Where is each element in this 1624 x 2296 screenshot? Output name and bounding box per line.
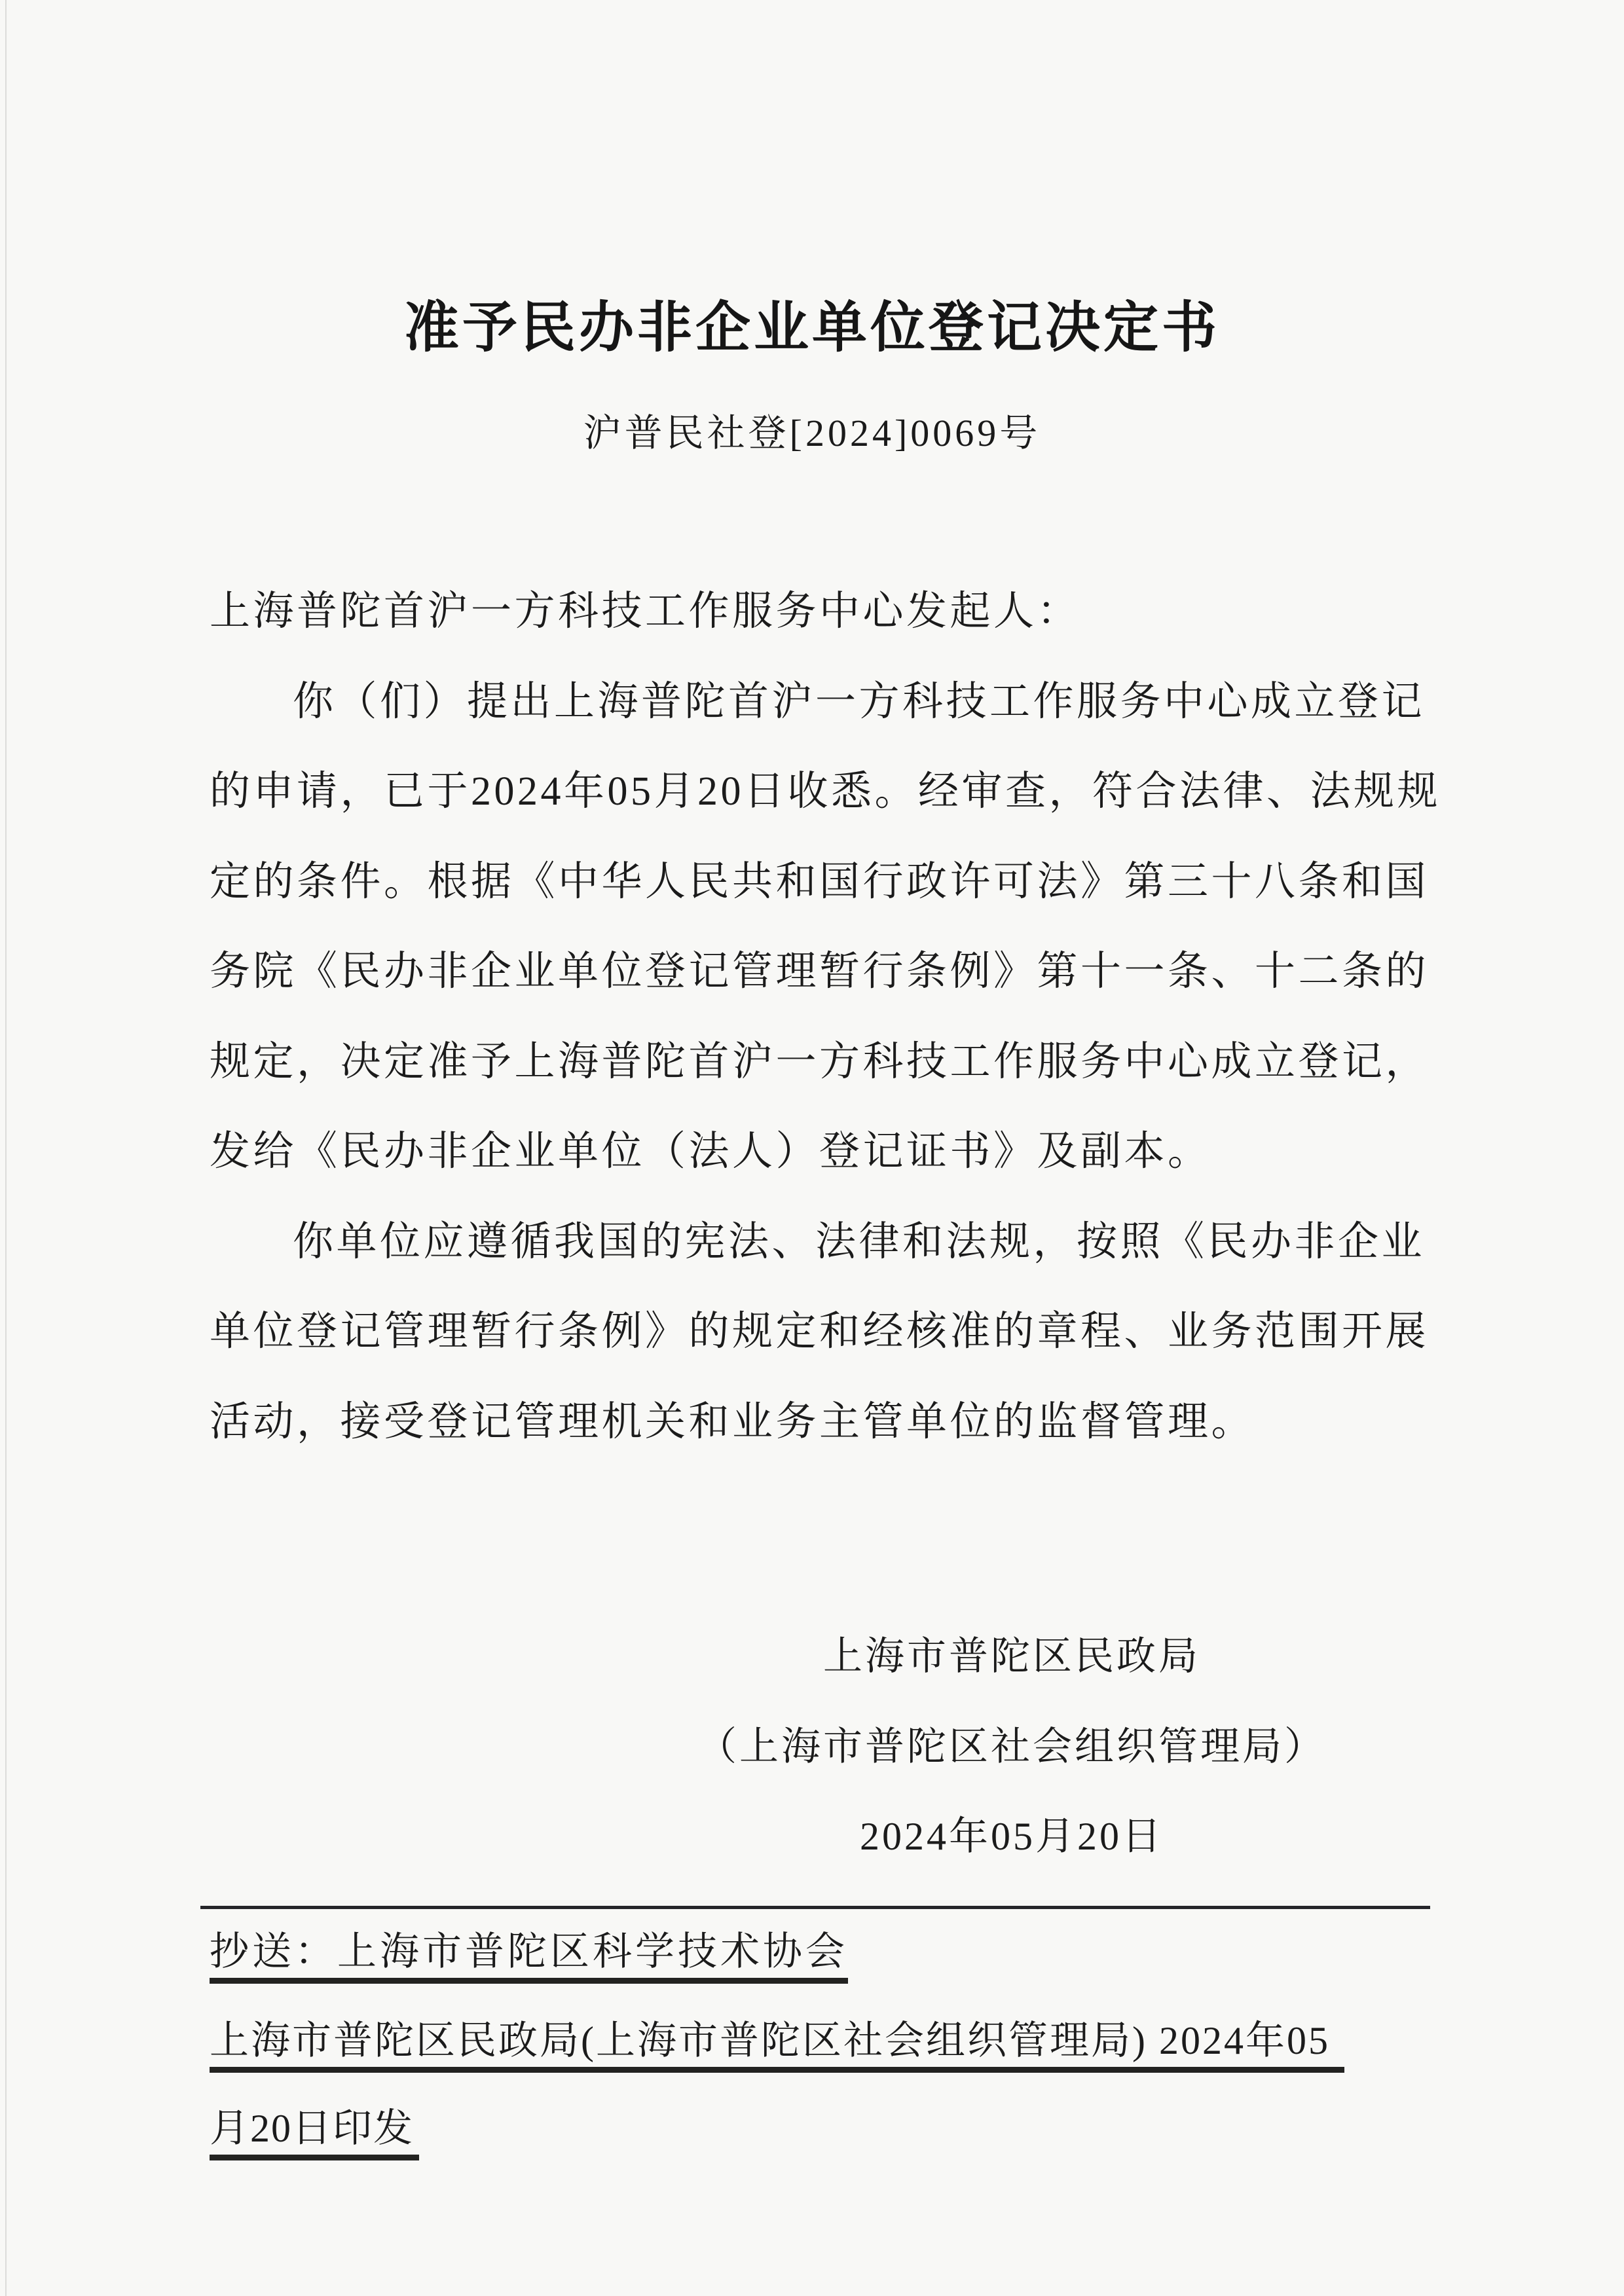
body-line: 的申请，已于2024年05月20日收悉。经审查，符合法律、法规规 <box>210 769 1441 814</box>
footer-separator-line <box>200 1906 1430 1909</box>
signature-date: 2024年05月20日 <box>860 1815 1164 1858</box>
footer-issue-line-1 <box>210 2019 1344 2073</box>
footer-issue-text-2: 月20日印发 <box>210 2107 419 2160</box>
footer-cc-line <box>210 1930 848 1984</box>
document-body <box>210 567 1441 1467</box>
body-line: 规定，决定准予上海普陀首沪一方科技工作服务中心成立登记， <box>210 1039 1430 1084</box>
body-line: 你单位应遵循我国的宪法、法律和法规，按照《民办非企业 <box>293 1219 1426 1264</box>
document-number: 沪普民社登[2024]0069号 <box>583 412 1041 454</box>
body-line: 你（们）提出上海普陀首沪一方科技工作服务中心成立登记 <box>293 679 1426 724</box>
footer-issue-text-1: 上海市普陀区民政局(上海市普陀区社会组织管理局) 2024年05 <box>210 2019 1344 2073</box>
footer-cc-text: 抄送：上海市普陀区科学技术协会 <box>210 1930 848 1984</box>
signature-block <box>645 1612 1378 1882</box>
footer-issue-line-2 <box>210 2107 419 2160</box>
body-line: 发给《民办非企业单位（法人）登记证书》及副本。 <box>210 1129 1211 1174</box>
body-line: 单位登记管理暂行条例》的规定和经核准的章程、业务范围开展 <box>210 1309 1430 1354</box>
body-line: 活动，接受登记管理机关和业务主管单位的监督管理。 <box>210 1399 1255 1444</box>
document-title: 准予民办非企业单位登记决定书 <box>403 298 1220 359</box>
body-line: 务院《民办非企业单位登记管理暂行条例》第十一条、十二条的 <box>210 949 1430 994</box>
signature-issuer-alias: （上海市普陀区社会组织管理局） <box>697 1724 1326 1768</box>
signature-issuer: 上海市普陀区民政局 <box>823 1635 1200 1678</box>
body-line: 定的条件。根据《中华人民共和国行政许可法》第三十八条和国 <box>210 859 1430 904</box>
body-line: 上海普陀首沪一方科技工作服务中心发起人： <box>210 589 1081 634</box>
